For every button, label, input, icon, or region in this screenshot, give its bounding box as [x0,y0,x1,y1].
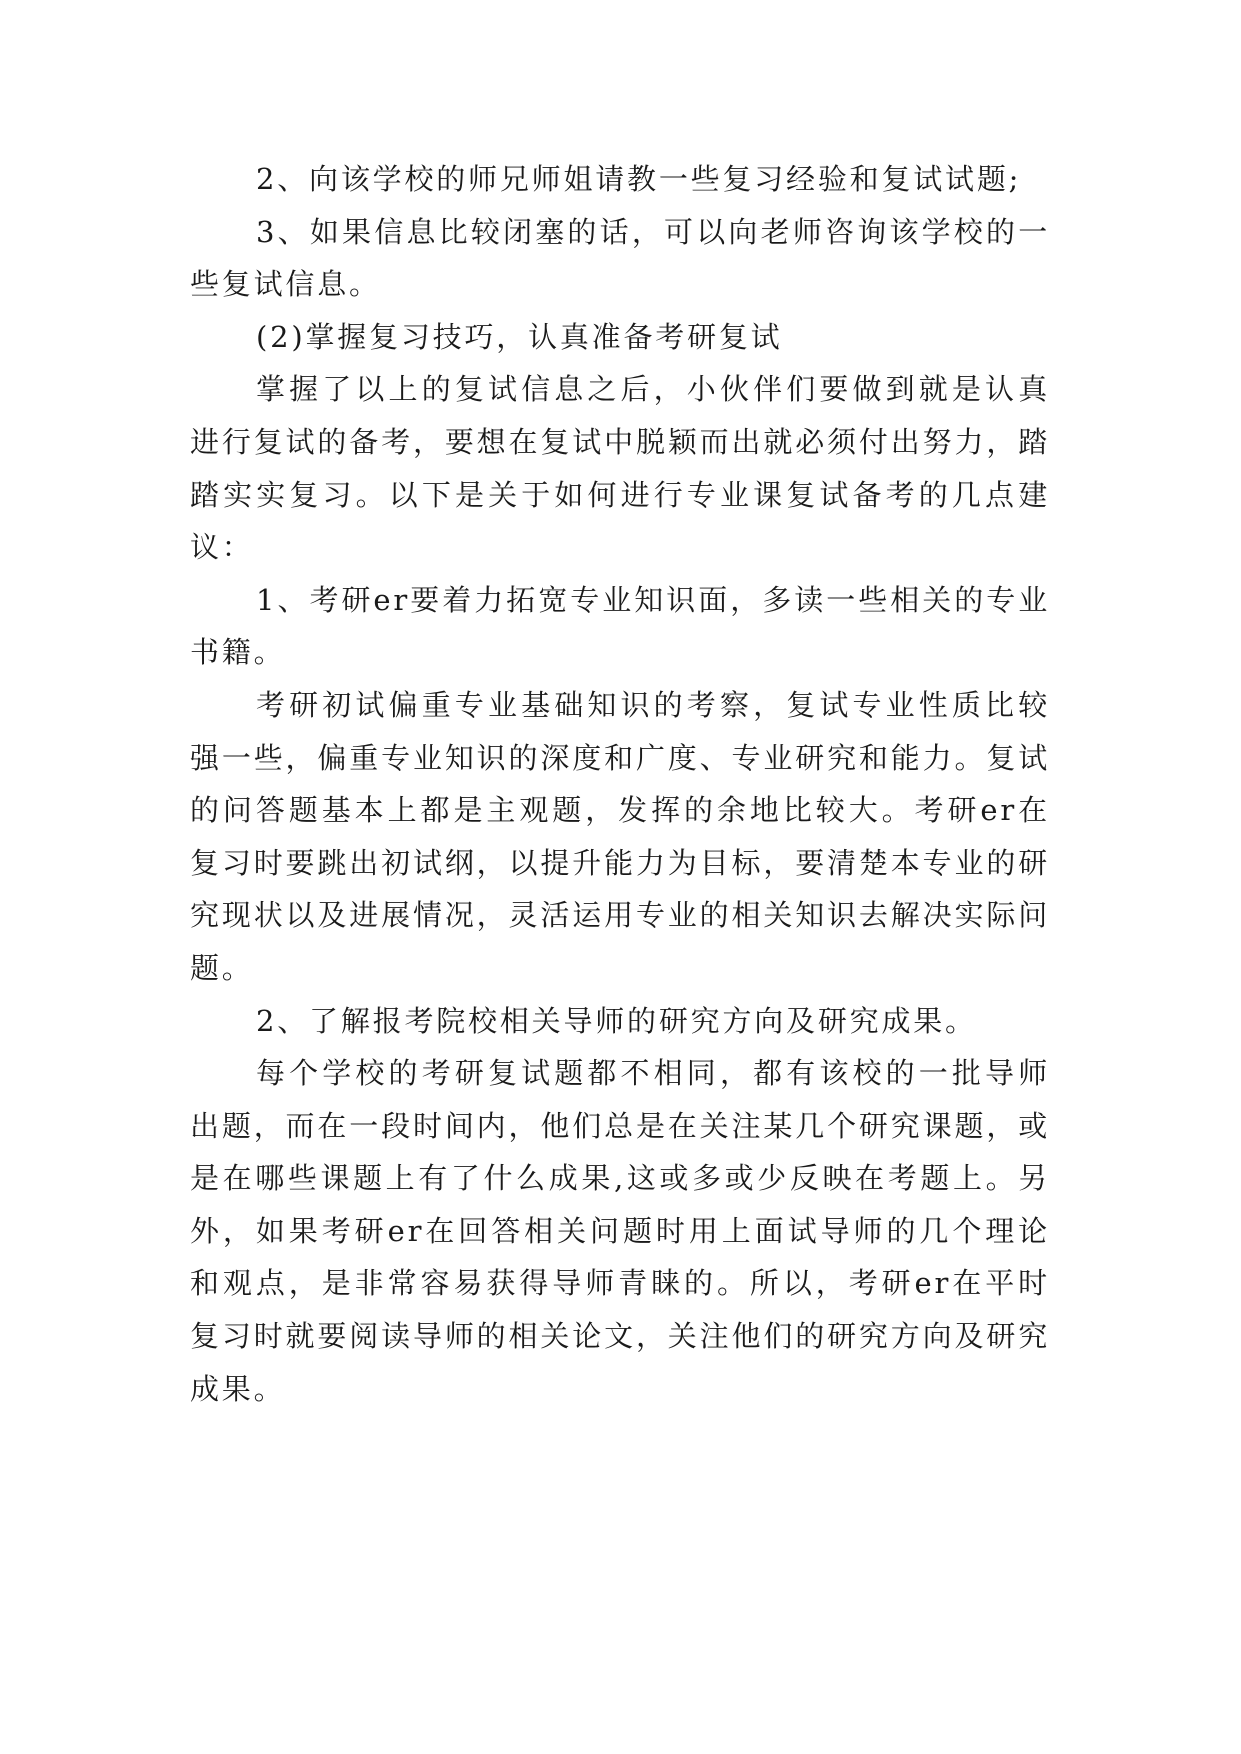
paragraph-ask-teachers: 3、如果信息比较闭塞的话，可以向老师咨询该学校的一些复试信息。 [190,214,1050,302]
document-body [190,153,1050,1415]
point-know-supervisors: 2、了解报考院校相关导师的研究方向及研究成果。 [256,1003,977,1038]
paragraph-prepare-retest: 掌握了以上的复试信息之后，小伙伴们要做到就是认真进行复试的备考，要想在复试中脱颖而出就必须付出努力，踏踏实实复习。以下是关于如何进行专业课复试备考的几点建议： [190,372,1050,565]
paragraph-supervisor-research: 每个学校的考研复试题都不相同，都有该校的一批导师出题，而在一段时间内，他们总是在关注某几个研究课题，或是在哪些课题上有了什么成果,这或多或少反映在考题上。另外，如果考研er在回答相关问题时用上面试导师的几个理论和观点，是非常容易获得导师青睐的。所以，考研er在平时复习时就要阅读导师的相关论文，关注他们的研究方向及研究成果。 [190,1056,1050,1406]
point-broaden-knowledge: 1、考研er要着力拓宽专业知识面，多读一些相关的专业书籍。 [190,582,1050,670]
paragraph-retest-depth: 考研初试偏重专业基础知识的考察，复试专业性质比较强一些，偏重专业知识的深度和广度、专业研究和能力。复试的问答题基本上都是主观题，发挥的余地比较大。考研er在复习时要跳出初试纲，以提升能力为目标，要清楚本专业的研究现状以及进展情况，灵活运用专业的相关知识去解决实际问题。 [190,687,1050,985]
paragraph-advice-seniors: 2、向该学校的师兄师姐请教一些复习经验和复试试题; [256,162,1022,196]
section-heading-review-skills: (2)掌握复习技巧，认真准备考研复试 [256,319,783,354]
